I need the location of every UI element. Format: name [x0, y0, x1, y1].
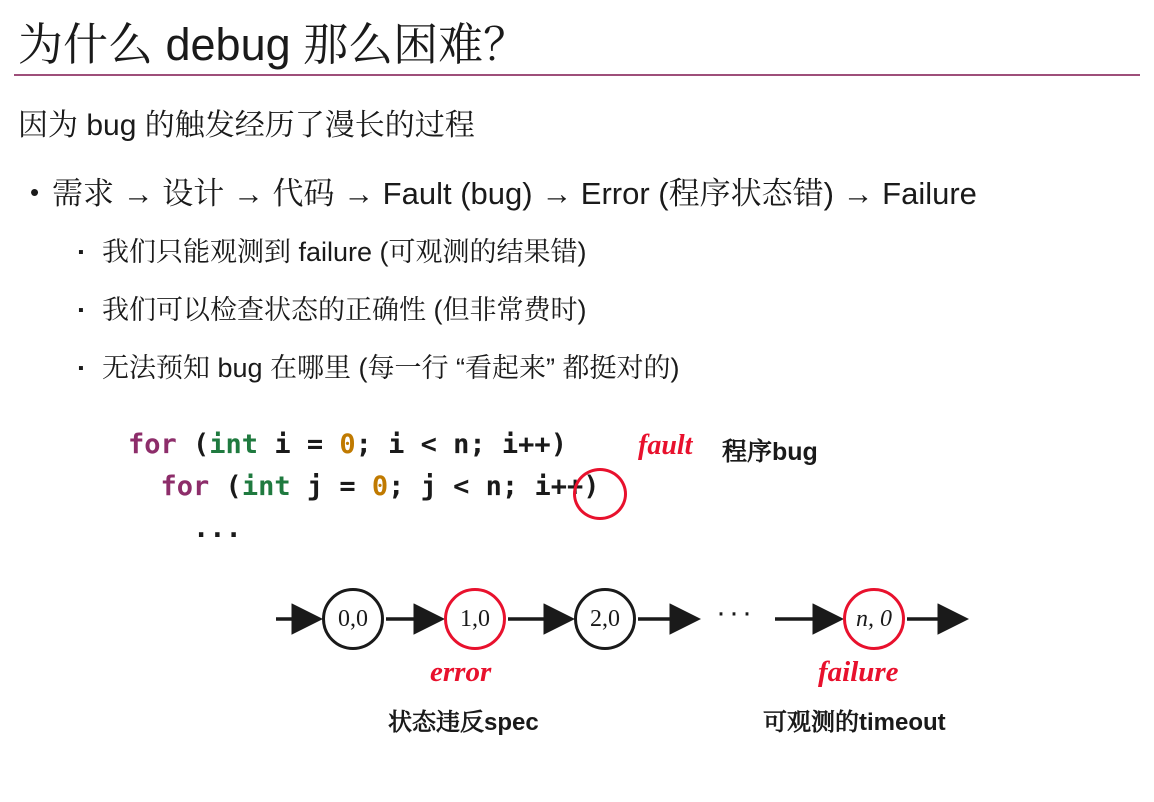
failure-annotation: failure [818, 656, 899, 688]
square-bullet-icon: ▪ [78, 302, 84, 319]
code-punct: ( [176, 429, 210, 460]
lead-text: 因为 bug 的触发经历了漫长的过程 [18, 109, 475, 142]
state-node-n-label: n, 0 [856, 605, 892, 632]
code-var-i: i = [258, 429, 340, 460]
state-node-2 [574, 588, 636, 650]
code-indent [128, 471, 161, 502]
title-divider [14, 74, 1140, 76]
state-node-1-label: 1,0 [460, 605, 490, 632]
page-title: 为什么 debug 那么困难？ [18, 19, 529, 70]
state-diagram [0, 568, 1154, 748]
code-ellipsis-line: ... [128, 512, 242, 544]
diagram-arrows [0, 568, 1154, 748]
fault-annotation: fault [638, 430, 693, 461]
error-annotation-cn: 状态违反spec [388, 709, 539, 736]
code-keyword-for: for [128, 429, 177, 460]
code-punct-2: ( [209, 470, 242, 502]
sub-bullet-3-label: 无法预知 bug 在哪里 (每一行 “看起来” 都挺对的) [102, 353, 680, 383]
bullet-chain [30, 168, 977, 213]
sub-bullet-1-label: 我们只能观测到 failure (可观测的结果错) [102, 237, 587, 267]
code-literal-zero-2: 0 [371, 470, 389, 502]
state-node-0-label: 0,0 [338, 605, 368, 632]
square-bullet-icon: ▪ [78, 244, 84, 261]
highlight-circle-increment [573, 468, 627, 520]
code-rest-2: ; j < n; i++) [388, 470, 600, 502]
bullet-chain-label: 需求 → 设计 → 代码 → Fault (bug) → Error (程序状态错) → Failure [52, 176, 977, 211]
sub-bullet-1 [78, 230, 587, 269]
diagram-ellipsis: ··· [716, 596, 755, 629]
code-type-int: int [209, 429, 259, 460]
fault-annotation-cn: 程序bug [722, 438, 818, 466]
code-rest-1: ; i < n; i++) [355, 429, 567, 460]
code-var-j: j = [290, 470, 372, 502]
state-node-n [843, 588, 905, 650]
state-node-2-label: 2,0 [590, 605, 620, 632]
sub-bullet-2 [78, 288, 586, 327]
failure-annotation-cn: 可观测的timeout [763, 709, 946, 736]
bullet-dot-icon: • [30, 177, 40, 207]
code-block [128, 424, 599, 550]
error-annotation: error [430, 656, 492, 688]
code-keyword-for-2: for [160, 470, 210, 502]
square-bullet-icon: ▪ [78, 360, 84, 377]
state-node-0 [322, 588, 384, 650]
sub-bullet-2-label: 我们可以检查状态的正确性 (但非常费时) [102, 295, 587, 325]
state-node-1 [444, 588, 506, 650]
code-type-int-2: int [241, 470, 291, 502]
code-literal-zero: 0 [339, 429, 356, 460]
sub-bullet-3 [78, 346, 680, 385]
